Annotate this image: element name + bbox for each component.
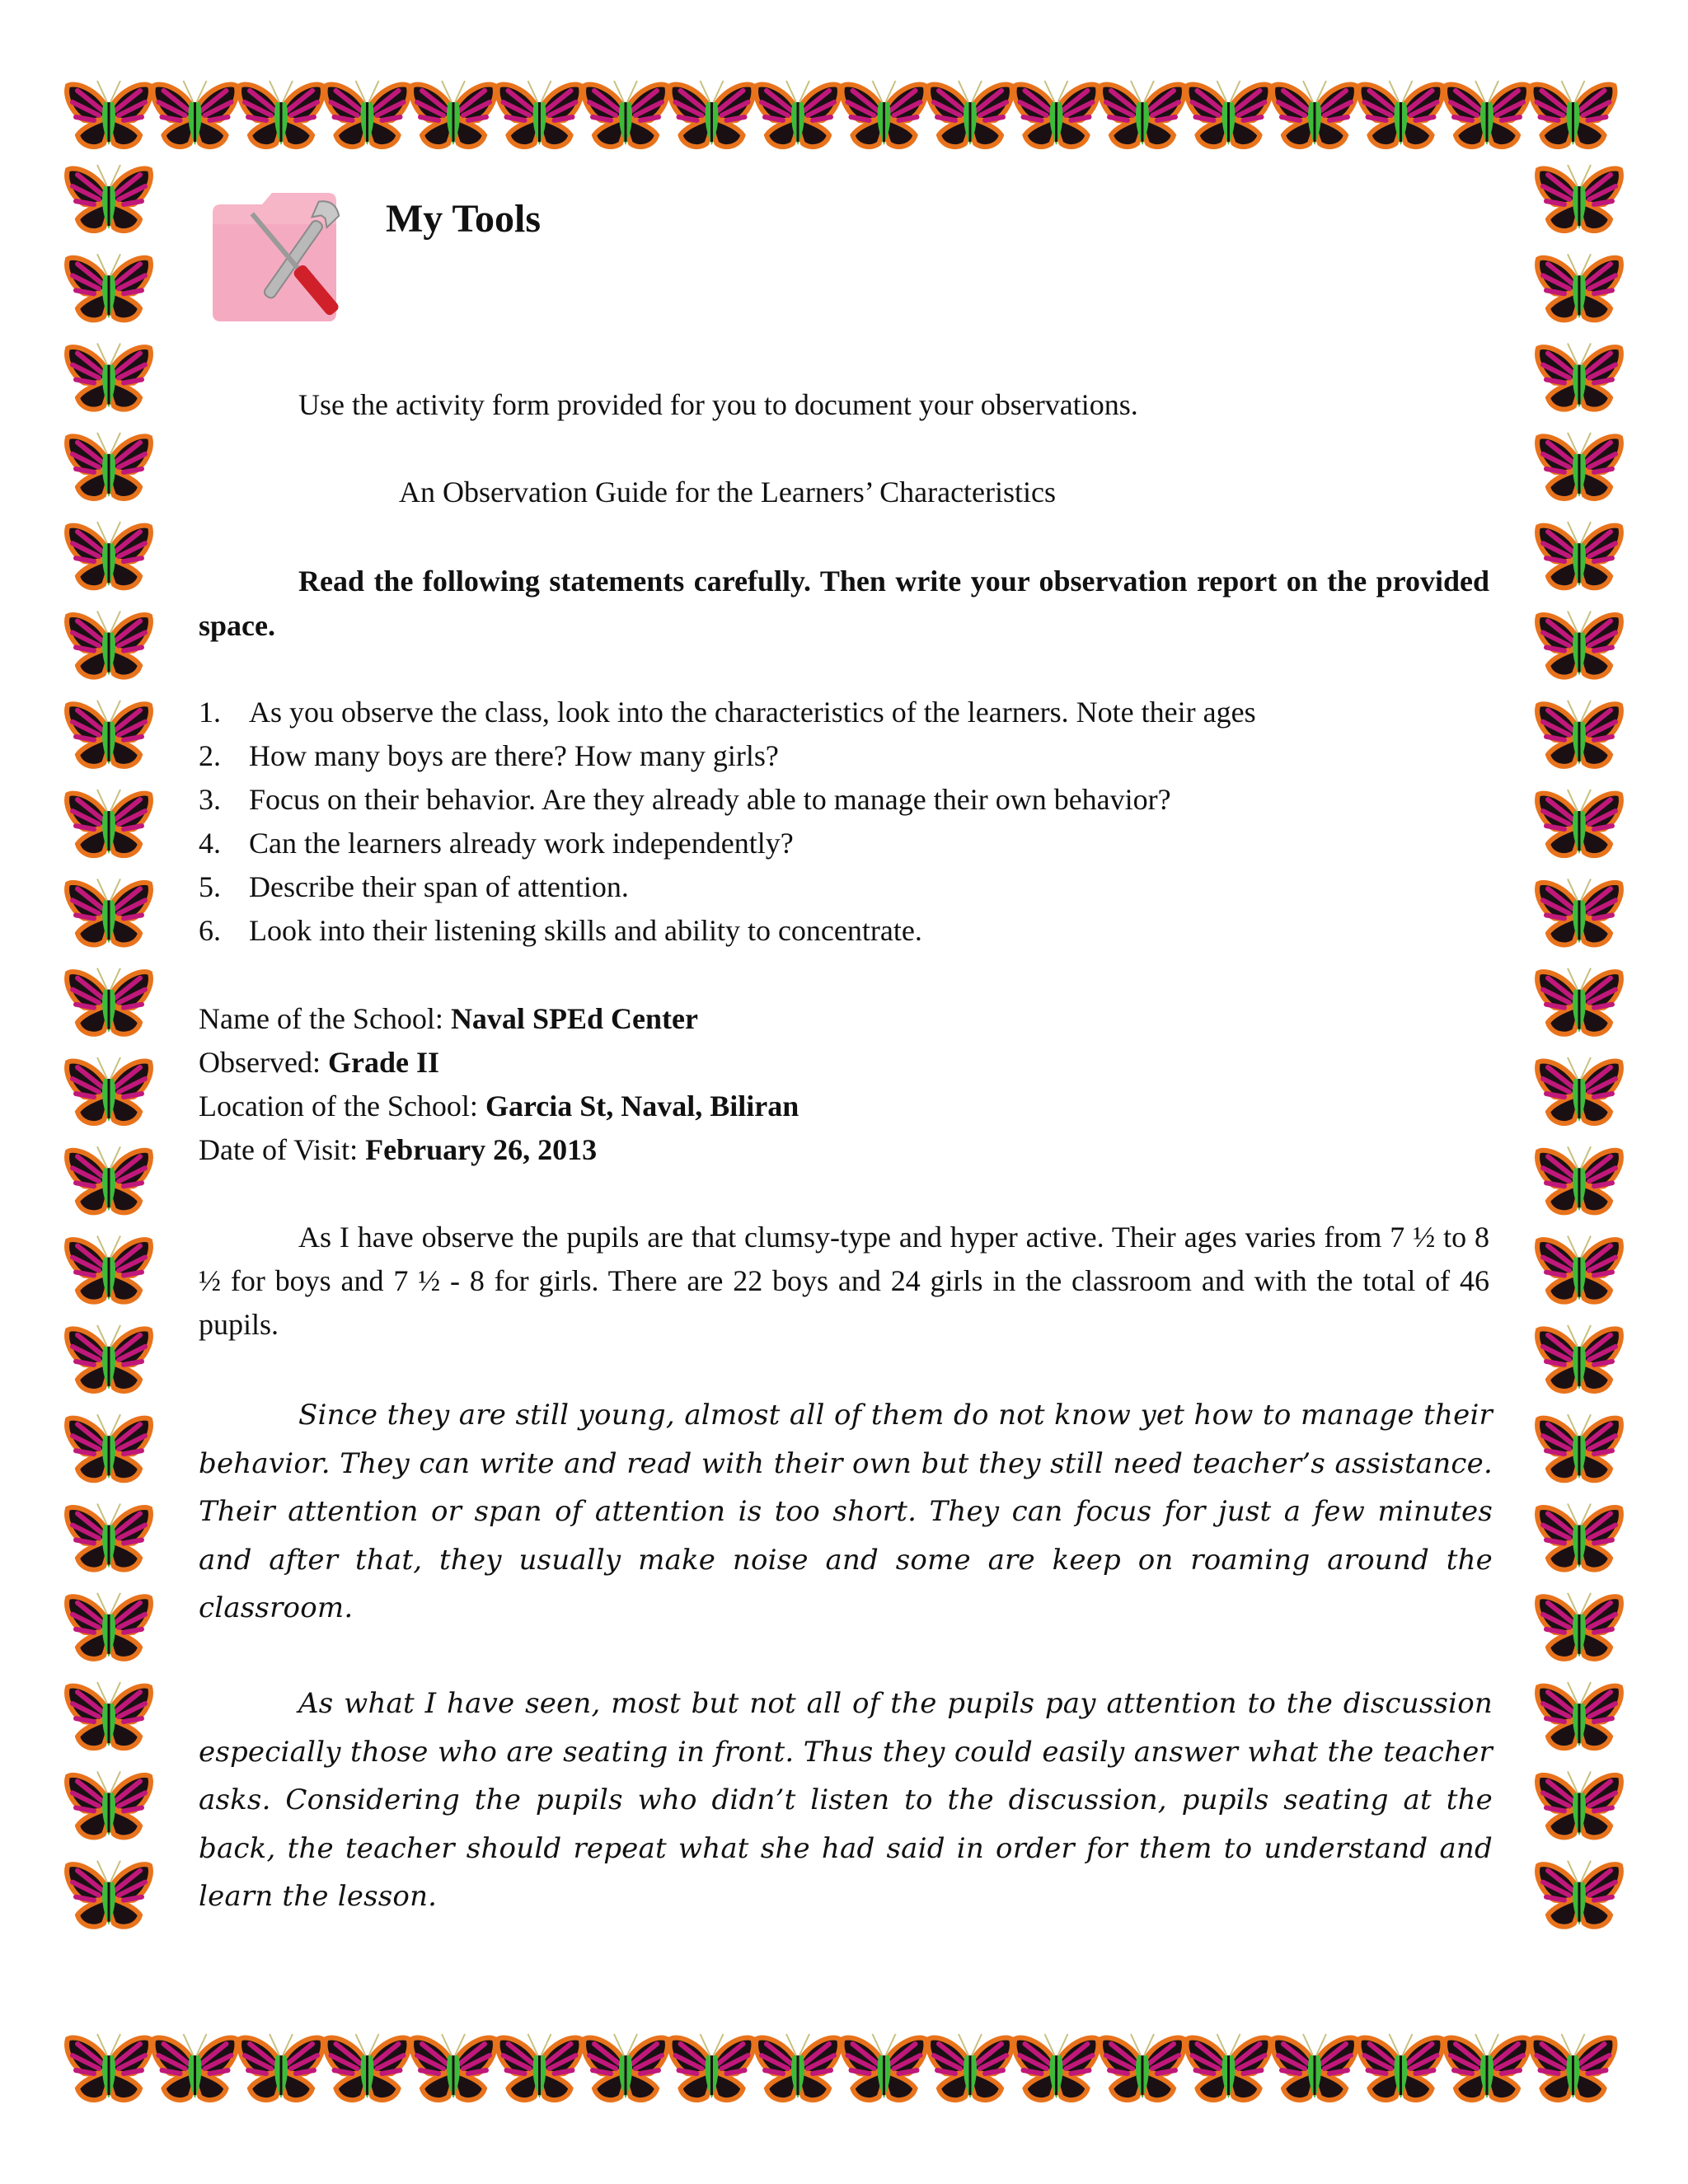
item-number: 3. <box>199 783 221 816</box>
list-item <box>199 691 1489 734</box>
instructions-text: Read the following statements carefully. Then write your observation report on the provided space. <box>199 565 1489 642</box>
school-name-row <box>199 997 1489 1041</box>
item-text: Describe their span of attention. <box>249 870 629 903</box>
observation-paragraph-1: As I have observe the pupils are that clumsy-type and hyper active. Their ages varies from 7 ½ to 8 ½ for boys and 7 ½ - 8 for girls. There are 22 boys and 24 girls in the classroom and with the total of 46 pupils. <box>199 1221 1489 1341</box>
location-label: Location of the School: <box>199 1090 485 1122</box>
date-value: February 26, 2013 <box>365 1133 598 1166</box>
page-title: My Tools <box>386 197 542 241</box>
item-text: As you observe the class, look into the characteristics of the learners. Note their ages <box>249 696 1256 729</box>
tools-folder-icon <box>204 181 361 330</box>
item-number: 1. <box>199 696 221 729</box>
visit-info <box>199 997 1489 1172</box>
item-number: 5. <box>199 870 221 903</box>
item-number: 6. <box>199 914 221 947</box>
list-item <box>199 822 1489 865</box>
item-text: Can the learners already work independently? <box>249 827 794 860</box>
location-row <box>199 1085 1489 1128</box>
guide-title: An Observation Guide for the Learners’ Characteristics <box>399 476 1057 509</box>
item-text: Focus on their behavior. Are they already able to manage their own behavior? <box>249 783 1171 816</box>
item-text: How many boys are there? How many girls? <box>249 739 779 772</box>
date-label: Date of Visit: <box>199 1133 366 1166</box>
observed-value: Grade II <box>327 1046 439 1079</box>
location-value: Garcia St, Naval, Biliran <box>485 1090 799 1122</box>
list-item <box>199 909 1489 953</box>
item-number: 2. <box>199 739 221 772</box>
observed-label: Observed: <box>199 1046 328 1079</box>
school-name-label: Name of the School: <box>199 1002 451 1035</box>
school-name-value: Naval SPEd Center <box>450 1002 698 1035</box>
observed-row <box>199 1041 1489 1085</box>
list-item <box>199 778 1489 822</box>
item-text: Look into their listening skills and ability to concentrate. <box>249 914 922 947</box>
observation-paragraph-3: As what I have seen, most but not all of the pupils pay attention to the discussion especially those who are seating in front. Thus they could easily answer what the teacher asks. Considering the pupils who didn’t listen to the discussion, pupils seating at the back, the teacher should repeat what she had said in order for them to understand and learn the lesson. <box>199 1687 1493 1913</box>
item-number: 4. <box>199 827 221 860</box>
list-item <box>199 865 1489 909</box>
intro-text: Use the activity form provided for you to document your observations. <box>298 388 1138 421</box>
observation-paragraph-2: Since they are still young, almost all of them do not know yet how to manage their behavior. They can write and read with their own but they still need teacher’s assistance. Their attention or span of attention is too short. They can focus for just a few minutes and after that, they usually make noise and some are keep on roaming around the classroom. <box>199 1399 1493 1624</box>
date-row <box>199 1128 1489 1172</box>
question-list <box>199 691 1489 953</box>
list-item <box>199 734 1489 778</box>
